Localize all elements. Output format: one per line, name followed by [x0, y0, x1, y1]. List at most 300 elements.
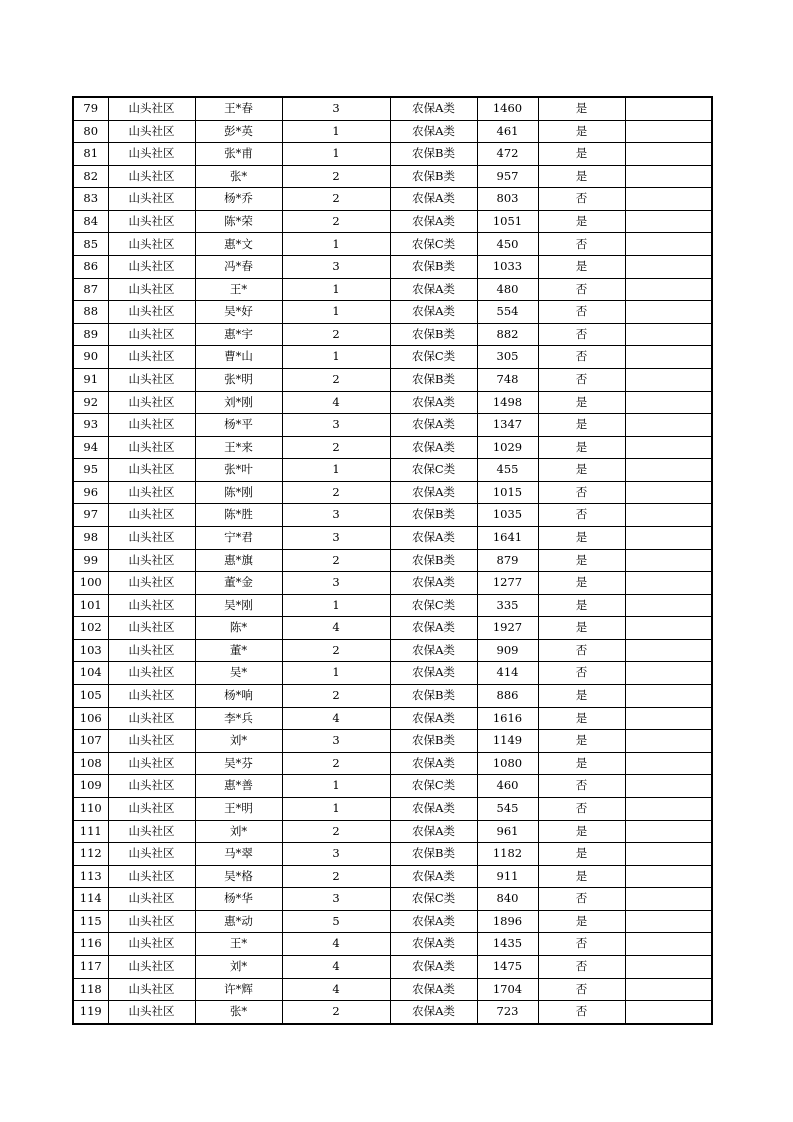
cell-community: 山头社区: [108, 526, 195, 549]
table-row: [73, 504, 712, 527]
cell-remarks: [625, 685, 712, 708]
cell-household-size: 3: [282, 730, 390, 753]
cell-community: 山头社区: [108, 617, 195, 640]
cell-eligible: 否: [538, 233, 625, 256]
cell-name: 王*来: [195, 436, 282, 459]
table-row: [73, 820, 712, 843]
cell-remarks: [625, 526, 712, 549]
table-row: [73, 301, 712, 324]
cell-amount: 886: [477, 685, 538, 708]
cell-household-size: 1: [282, 346, 390, 369]
cell-insurance-type: 农保A类: [390, 707, 477, 730]
cell-name: 张*: [195, 1001, 282, 1024]
cell-name: 董*: [195, 639, 282, 662]
cell-remarks: [625, 368, 712, 391]
cell-row-number: 100: [73, 572, 108, 595]
cell-household-size: 3: [282, 888, 390, 911]
cell-insurance-type: 农保C类: [390, 775, 477, 798]
cell-insurance-type: 农保A类: [390, 97, 477, 120]
cell-community: 山头社区: [108, 797, 195, 820]
table-row: [73, 526, 712, 549]
table-row: [73, 910, 712, 933]
cell-household-size: 2: [282, 368, 390, 391]
table-row: [73, 617, 712, 640]
cell-row-number: 81: [73, 143, 108, 166]
cell-household-size: 3: [282, 526, 390, 549]
cell-community: 山头社区: [108, 730, 195, 753]
cell-eligible: 是: [538, 752, 625, 775]
cell-eligible: 是: [538, 210, 625, 233]
cell-row-number: 104: [73, 662, 108, 685]
cell-name: 杨*平: [195, 414, 282, 437]
cell-household-size: 1: [282, 278, 390, 301]
cell-community: 山头社区: [108, 346, 195, 369]
cell-household-size: 2: [282, 865, 390, 888]
cell-eligible: 否: [538, 797, 625, 820]
cell-community: 山头社区: [108, 97, 195, 120]
cell-insurance-type: 农保A类: [390, 572, 477, 595]
cell-eligible: 是: [538, 549, 625, 572]
cell-row-number: 101: [73, 594, 108, 617]
cell-insurance-type: 农保A类: [390, 617, 477, 640]
cell-insurance-type: 农保C类: [390, 888, 477, 911]
cell-name: 吴*芬: [195, 752, 282, 775]
cell-name: 刘*: [195, 955, 282, 978]
cell-name: 吴*: [195, 662, 282, 685]
cell-remarks: [625, 730, 712, 753]
cell-amount: 882: [477, 323, 538, 346]
cell-eligible: 否: [538, 1001, 625, 1024]
cell-community: 山头社区: [108, 481, 195, 504]
cell-insurance-type: 农保B类: [390, 323, 477, 346]
cell-community: 山头社区: [108, 843, 195, 866]
cell-name: 李*兵: [195, 707, 282, 730]
cell-household-size: 3: [282, 572, 390, 595]
cell-amount: 1435: [477, 933, 538, 956]
cell-remarks: [625, 301, 712, 324]
table-row: [73, 256, 712, 279]
cell-insurance-type: 农保B类: [390, 685, 477, 708]
cell-amount: 1460: [477, 97, 538, 120]
cell-community: 山头社区: [108, 1001, 195, 1024]
cell-row-number: 103: [73, 639, 108, 662]
cell-row-number: 117: [73, 955, 108, 978]
cell-amount: 1080: [477, 752, 538, 775]
cell-community: 山头社区: [108, 256, 195, 279]
cell-community: 山头社区: [108, 594, 195, 617]
cell-insurance-type: 农保B类: [390, 256, 477, 279]
cell-household-size: 4: [282, 933, 390, 956]
cell-eligible: 是: [538, 526, 625, 549]
cell-eligible: 是: [538, 256, 625, 279]
cell-eligible: 是: [538, 707, 625, 730]
cell-community: 山头社区: [108, 865, 195, 888]
cell-community: 山头社区: [108, 933, 195, 956]
cell-row-number: 112: [73, 843, 108, 866]
cell-household-size: 2: [282, 549, 390, 572]
cell-household-size: 1: [282, 775, 390, 798]
cell-row-number: 106: [73, 707, 108, 730]
cell-eligible: 否: [538, 662, 625, 685]
cell-insurance-type: 农保A类: [390, 526, 477, 549]
cell-row-number: 109: [73, 775, 108, 798]
table-row: [73, 730, 712, 753]
cell-community: 山头社区: [108, 572, 195, 595]
table-row: [73, 775, 712, 798]
cell-eligible: 否: [538, 933, 625, 956]
cell-remarks: [625, 662, 712, 685]
cell-name: 陈*: [195, 617, 282, 640]
cell-amount: 1033: [477, 256, 538, 279]
cell-eligible: 是: [538, 865, 625, 888]
cell-remarks: [625, 256, 712, 279]
cell-eligible: 是: [538, 120, 625, 143]
cell-eligible: 是: [538, 165, 625, 188]
table-row: [73, 572, 712, 595]
cell-remarks: [625, 504, 712, 527]
cell-row-number: 88: [73, 301, 108, 324]
cell-household-size: 2: [282, 752, 390, 775]
cell-remarks: [625, 346, 712, 369]
cell-insurance-type: 农保A类: [390, 820, 477, 843]
cell-row-number: 83: [73, 188, 108, 211]
cell-remarks: [625, 617, 712, 640]
cell-name: 陈*刚: [195, 481, 282, 504]
cell-insurance-type: 农保B类: [390, 165, 477, 188]
cell-household-size: 2: [282, 188, 390, 211]
cell-remarks: [625, 933, 712, 956]
cell-name: 张*: [195, 165, 282, 188]
cell-household-size: 3: [282, 843, 390, 866]
cell-name: 董*金: [195, 572, 282, 595]
cell-eligible: 是: [538, 910, 625, 933]
cell-eligible: 是: [538, 436, 625, 459]
cell-name: 惠*宇: [195, 323, 282, 346]
cell-community: 山头社区: [108, 210, 195, 233]
table-row: [73, 865, 712, 888]
table-row: [73, 639, 712, 662]
table-row: [73, 888, 712, 911]
cell-name: 惠*文: [195, 233, 282, 256]
cell-eligible: 是: [538, 97, 625, 120]
cell-household-size: 1: [282, 120, 390, 143]
cell-community: 山头社区: [108, 414, 195, 437]
cell-remarks: [625, 639, 712, 662]
cell-amount: 957: [477, 165, 538, 188]
cell-community: 山头社区: [108, 707, 195, 730]
cell-amount: 1616: [477, 707, 538, 730]
cell-community: 山头社区: [108, 888, 195, 911]
cell-eligible: 否: [538, 278, 625, 301]
table-row: [73, 210, 712, 233]
cell-row-number: 84: [73, 210, 108, 233]
table-row: [73, 662, 712, 685]
table-row: [73, 752, 712, 775]
table-row: [73, 143, 712, 166]
cell-eligible: 否: [538, 188, 625, 211]
cell-community: 山头社区: [108, 120, 195, 143]
cell-amount: 879: [477, 549, 538, 572]
cell-household-size: 1: [282, 233, 390, 256]
table-row: [73, 120, 712, 143]
cell-insurance-type: 农保A类: [390, 481, 477, 504]
cell-name: 吴*刚: [195, 594, 282, 617]
table-row: [73, 955, 712, 978]
cell-household-size: 2: [282, 639, 390, 662]
cell-remarks: [625, 210, 712, 233]
cell-insurance-type: 农保A类: [390, 797, 477, 820]
cell-household-size: 2: [282, 323, 390, 346]
cell-amount: 909: [477, 639, 538, 662]
cell-amount: 461: [477, 120, 538, 143]
table-row: [73, 843, 712, 866]
cell-amount: 1035: [477, 504, 538, 527]
cell-amount: 1896: [477, 910, 538, 933]
cell-community: 山头社区: [108, 910, 195, 933]
cell-eligible: 否: [538, 368, 625, 391]
cell-eligible: 否: [538, 301, 625, 324]
cell-name: 吴*格: [195, 865, 282, 888]
cell-amount: 480: [477, 278, 538, 301]
cell-row-number: 90: [73, 346, 108, 369]
cell-remarks: [625, 910, 712, 933]
cell-household-size: 2: [282, 481, 390, 504]
table-row: [73, 594, 712, 617]
cell-insurance-type: 农保A类: [390, 1001, 477, 1024]
cell-amount: 1498: [477, 391, 538, 414]
cell-community: 山头社区: [108, 278, 195, 301]
cell-amount: 1704: [477, 978, 538, 1001]
cell-insurance-type: 农保A类: [390, 933, 477, 956]
cell-household-size: 1: [282, 143, 390, 166]
cell-community: 山头社区: [108, 685, 195, 708]
table-row: [73, 481, 712, 504]
cell-community: 山头社区: [108, 504, 195, 527]
table-row: [73, 391, 712, 414]
cell-community: 山头社区: [108, 188, 195, 211]
cell-name: 冯*春: [195, 256, 282, 279]
cell-household-size: 4: [282, 391, 390, 414]
cell-row-number: 79: [73, 97, 108, 120]
cell-remarks: [625, 391, 712, 414]
cell-eligible: 是: [538, 414, 625, 437]
cell-remarks: [625, 775, 712, 798]
cell-insurance-type: 农保A类: [390, 391, 477, 414]
table-row: [73, 323, 712, 346]
cell-remarks: [625, 978, 712, 1001]
cell-eligible: 是: [538, 572, 625, 595]
cell-community: 山头社区: [108, 639, 195, 662]
cell-name: 张*明: [195, 368, 282, 391]
cell-row-number: 94: [73, 436, 108, 459]
cell-insurance-type: 农保B类: [390, 843, 477, 866]
cell-amount: 1029: [477, 436, 538, 459]
table-row: [73, 978, 712, 1001]
cell-community: 山头社区: [108, 820, 195, 843]
cell-amount: 1347: [477, 414, 538, 437]
cell-remarks: [625, 549, 712, 572]
cell-row-number: 85: [73, 233, 108, 256]
cell-row-number: 82: [73, 165, 108, 188]
cell-household-size: 2: [282, 820, 390, 843]
cell-remarks: [625, 865, 712, 888]
cell-eligible: 否: [538, 775, 625, 798]
cell-insurance-type: 农保C类: [390, 594, 477, 617]
cell-community: 山头社区: [108, 775, 195, 798]
table-row: [73, 549, 712, 572]
cell-community: 山头社区: [108, 662, 195, 685]
cell-name: 吴*好: [195, 301, 282, 324]
cell-amount: 748: [477, 368, 538, 391]
table-row: [73, 1001, 712, 1024]
cell-insurance-type: 农保A类: [390, 210, 477, 233]
cell-eligible: 是: [538, 730, 625, 753]
cell-remarks: [625, 752, 712, 775]
cell-insurance-type: 农保A类: [390, 752, 477, 775]
cell-row-number: 110: [73, 797, 108, 820]
cell-insurance-type: 农保A类: [390, 120, 477, 143]
cell-name: 刘*: [195, 730, 282, 753]
cell-remarks: [625, 414, 712, 437]
cell-community: 山头社区: [108, 143, 195, 166]
cell-community: 山头社区: [108, 368, 195, 391]
cell-insurance-type: 农保C类: [390, 346, 477, 369]
table-row: [73, 933, 712, 956]
cell-insurance-type: 农保A类: [390, 910, 477, 933]
cell-amount: 545: [477, 797, 538, 820]
cell-name: 杨*乔: [195, 188, 282, 211]
cell-row-number: 114: [73, 888, 108, 911]
cell-household-size: 1: [282, 459, 390, 482]
cell-row-number: 80: [73, 120, 108, 143]
cell-row-number: 98: [73, 526, 108, 549]
records-table: [72, 96, 713, 1025]
table-row: [73, 233, 712, 256]
table-row: [73, 459, 712, 482]
cell-household-size: 3: [282, 414, 390, 437]
table-row: [73, 414, 712, 437]
cell-name: 杨*华: [195, 888, 282, 911]
cell-name: 陈*荣: [195, 210, 282, 233]
cell-insurance-type: 农保A类: [390, 865, 477, 888]
cell-eligible: 是: [538, 685, 625, 708]
table-row: [73, 278, 712, 301]
cell-insurance-type: 农保A类: [390, 278, 477, 301]
cell-row-number: 107: [73, 730, 108, 753]
cell-eligible: 否: [538, 481, 625, 504]
cell-name: 马*翠: [195, 843, 282, 866]
cell-insurance-type: 农保A类: [390, 301, 477, 324]
cell-eligible: 否: [538, 346, 625, 369]
cell-name: 惠*旗: [195, 549, 282, 572]
cell-amount: 911: [477, 865, 538, 888]
cell-row-number: 92: [73, 391, 108, 414]
table-body: [73, 97, 712, 1024]
cell-name: 王*: [195, 278, 282, 301]
cell-remarks: [625, 436, 712, 459]
cell-household-size: 2: [282, 210, 390, 233]
table-row: [73, 368, 712, 391]
cell-amount: 305: [477, 346, 538, 369]
cell-amount: 414: [477, 662, 538, 685]
cell-row-number: 99: [73, 549, 108, 572]
cell-insurance-type: 农保B类: [390, 504, 477, 527]
cell-household-size: 4: [282, 955, 390, 978]
cell-amount: 1277: [477, 572, 538, 595]
cell-community: 山头社区: [108, 955, 195, 978]
cell-remarks: [625, 97, 712, 120]
cell-row-number: 93: [73, 414, 108, 437]
cell-name: 陈*胜: [195, 504, 282, 527]
cell-household-size: 2: [282, 685, 390, 708]
cell-household-size: 1: [282, 797, 390, 820]
cell-remarks: [625, 707, 712, 730]
cell-amount: 1149: [477, 730, 538, 753]
cell-remarks: [625, 955, 712, 978]
cell-row-number: 111: [73, 820, 108, 843]
cell-remarks: [625, 323, 712, 346]
cell-remarks: [625, 278, 712, 301]
cell-row-number: 97: [73, 504, 108, 527]
cell-name: 刘*: [195, 820, 282, 843]
cell-name: 刘*刚: [195, 391, 282, 414]
cell-community: 山头社区: [108, 459, 195, 482]
cell-name: 张*叶: [195, 459, 282, 482]
cell-remarks: [625, 843, 712, 866]
cell-eligible: 是: [538, 594, 625, 617]
cell-household-size: 1: [282, 662, 390, 685]
cell-remarks: [625, 188, 712, 211]
cell-remarks: [625, 165, 712, 188]
cell-community: 山头社区: [108, 323, 195, 346]
cell-row-number: 119: [73, 1001, 108, 1024]
table-row: [73, 165, 712, 188]
cell-remarks: [625, 481, 712, 504]
cell-remarks: [625, 594, 712, 617]
cell-name: 惠*善: [195, 775, 282, 798]
table-row: [73, 685, 712, 708]
cell-row-number: 95: [73, 459, 108, 482]
cell-row-number: 108: [73, 752, 108, 775]
cell-insurance-type: 农保A类: [390, 436, 477, 459]
cell-amount: 335: [477, 594, 538, 617]
cell-household-size: 2: [282, 1001, 390, 1024]
cell-community: 山头社区: [108, 752, 195, 775]
table-row: [73, 346, 712, 369]
cell-insurance-type: 农保B类: [390, 549, 477, 572]
cell-name: 杨*响: [195, 685, 282, 708]
cell-amount: 1182: [477, 843, 538, 866]
cell-name: 宁*君: [195, 526, 282, 549]
cell-row-number: 89: [73, 323, 108, 346]
table-row: [73, 707, 712, 730]
cell-amount: 840: [477, 888, 538, 911]
cell-row-number: 96: [73, 481, 108, 504]
cell-eligible: 否: [538, 504, 625, 527]
cell-household-size: 2: [282, 165, 390, 188]
cell-eligible: 否: [538, 888, 625, 911]
cell-household-size: 3: [282, 504, 390, 527]
cell-insurance-type: 农保A类: [390, 414, 477, 437]
cell-name: 许*辉: [195, 978, 282, 1001]
cell-amount: 455: [477, 459, 538, 482]
table-row: [73, 797, 712, 820]
cell-household-size: 5: [282, 910, 390, 933]
cell-amount: 472: [477, 143, 538, 166]
cell-household-size: 2: [282, 436, 390, 459]
cell-remarks: [625, 233, 712, 256]
cell-amount: 1641: [477, 526, 538, 549]
